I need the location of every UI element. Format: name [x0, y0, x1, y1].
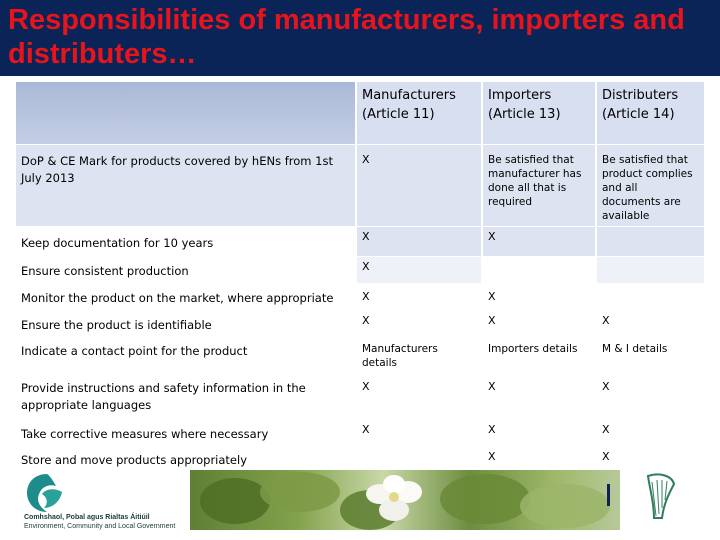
row-label: Ensure consistent production [16, 256, 355, 283]
cell-distributers: X [595, 419, 704, 446]
row-label: Keep documentation for 10 years [16, 226, 355, 256]
table-row [16, 337, 704, 373]
column-header-distributers: Distributers (Article 14) [595, 82, 704, 144]
row-label: Monitor the product on the market, where appropriate [16, 283, 355, 310]
footer-banner [0, 470, 720, 540]
cell-manufacturers: X [355, 283, 481, 310]
row-label: Take corrective measures where necessary [16, 419, 355, 446]
cell-importers: X [481, 446, 595, 472]
cell-importers: X [481, 226, 595, 256]
cell-importers: Importers details [481, 337, 595, 373]
department-name-irish: Comhshaol, Pobal agus Rialtas Áitiúil [24, 514, 150, 521]
cell-distributers: Be satisfied that product complies and all documents are available [595, 144, 704, 226]
cell-importers: X [481, 373, 595, 419]
table-row [16, 446, 704, 472]
column-header-importers: Importers (Article 13) [481, 82, 595, 144]
department-name-english: Environment, Community and Local Government [24, 523, 176, 530]
cell-importers: X [481, 283, 595, 310]
row-label: Indicate a contact point for the product [16, 337, 355, 373]
department-logo-icon [24, 472, 70, 514]
table-row [16, 419, 704, 446]
row-label: Store and move products appropriately [16, 446, 355, 472]
column-header-manufacturers: Manufacturers (Article 11) [355, 82, 481, 144]
slide-title: Responsibilities of manufacturers, importers and distributers… [8, 4, 685, 70]
white-flower-icon [360, 472, 430, 528]
cell-manufacturers: X [355, 419, 481, 446]
cell-importers [481, 256, 595, 283]
cell-importers: X [481, 310, 595, 337]
cell-manufacturers: X [355, 226, 481, 256]
row-label: DoP & CE Mark for products covered by hENs from 1st July 2013 [16, 144, 355, 226]
cell-distributers [595, 256, 704, 283]
row-label: Ensure the product is identifiable [16, 310, 355, 337]
responsibilities-table [16, 82, 704, 498]
cell-manufacturers: X [355, 310, 481, 337]
table-row [16, 310, 704, 337]
cell-manufacturers: Manufacturers details [355, 337, 481, 373]
table-row [16, 373, 704, 419]
harp-emblem-icon [640, 472, 680, 522]
table-header-blank [16, 82, 355, 144]
cell-distributers: X [595, 373, 704, 419]
table-row [16, 256, 704, 283]
table-row [16, 283, 704, 310]
cell-distributers: X [595, 310, 704, 337]
row-label: Provide instructions and safety information in the appropriate languages [16, 373, 355, 419]
table-row [16, 226, 704, 256]
cell-manufacturers: X [355, 256, 481, 283]
cell-importers: X [481, 419, 595, 446]
cell-distributers [595, 226, 704, 256]
cell-distributers: M & I details [595, 337, 704, 373]
title-bar [0, 0, 720, 76]
cell-distributers [595, 283, 704, 310]
cell-manufacturers [355, 446, 481, 472]
cell-importers: Be satisfied that manufacturer has done all that is required [481, 144, 595, 226]
table-header-row [16, 82, 704, 144]
cell-distributers: X [595, 446, 704, 472]
cell-manufacturers: X [355, 144, 481, 226]
table-row [16, 144, 704, 226]
divider-mark [607, 484, 610, 506]
cell-manufacturers: X [355, 373, 481, 419]
